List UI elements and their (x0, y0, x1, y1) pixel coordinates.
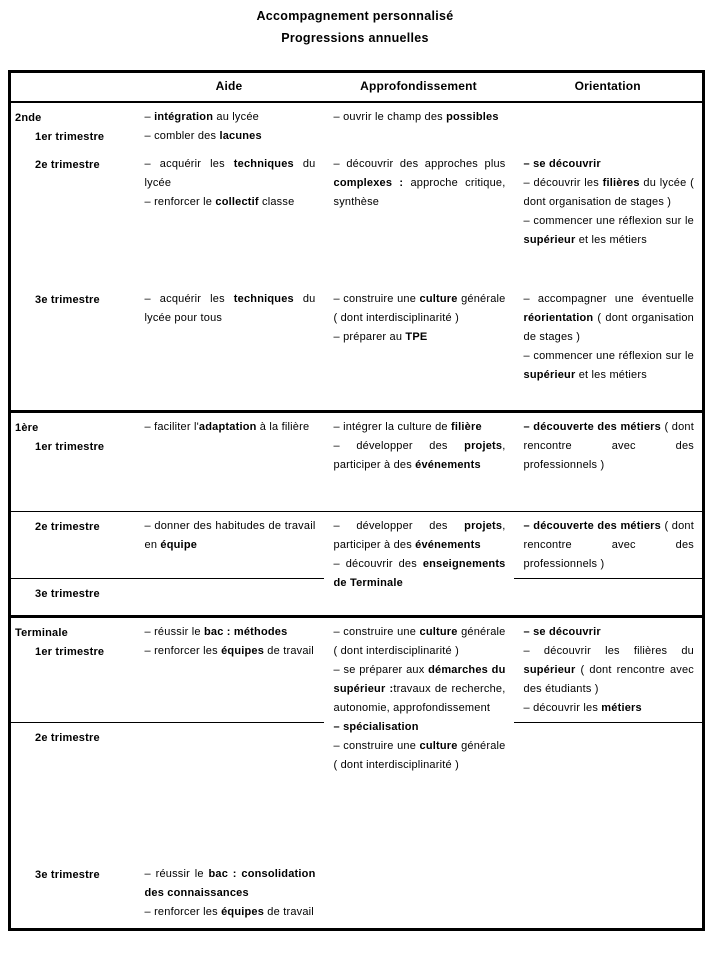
column-header-approfondissement: Approfondissement (324, 72, 514, 102)
column-header-empty (10, 72, 135, 102)
cell-terminale-t1-orientation: – se découvrir – découvrir les filières du supérieur ( dont rencontre avec des étudiants ) – découvrir les métiers (514, 617, 704, 723)
term-label: 2e trimestre (35, 521, 100, 533)
table-header-row (10, 72, 704, 102)
term-label: 1er trimestre (35, 646, 105, 658)
row-terminale-trimestre3 (10, 860, 704, 930)
cell-terminale-t3-orientation (514, 860, 704, 930)
term-label: 2e trimestre (35, 732, 100, 744)
row-label-terminale-t2 (10, 723, 135, 860)
year-label: Terminale (15, 627, 68, 639)
cell-2nde-t1-approfondissement: – ouvrir le champ des possibles (333, 110, 499, 123)
cell-terminale-t1-aide: – réussir le bac : méthodes – renforcer les équipes de travail (135, 617, 324, 723)
cell-1ere-t2-orientation: – découverte des métiers ( dont rencontre avec des professionnels ) (514, 512, 704, 579)
row-1ere-trimestre2 (10, 512, 704, 579)
row-label-2nde-t3 (10, 285, 135, 412)
progression-table (8, 70, 705, 931)
cell-1ere-t2-aide: – donner des habitudes de travail en équipe (135, 512, 324, 579)
cell-1ere-t1-aide: – faciliter l'adaptation à la filière (135, 412, 324, 512)
row-label-1ere-t2 (10, 512, 135, 579)
cell-1ere-t2t3-approfondissement: – développer des projets, participer à des événements – découvrir des enseignements de Terminale (333, 520, 506, 589)
cell-2nde-t2-orientation: – se découvrir – découvrir les filières du lycée ( dont organisation de stages ) – commencer une réflexion sur le supérieur et les métiers (523, 157, 694, 246)
cell-terminale-t2-aide (135, 723, 324, 860)
row-2nde-trimestre2 (10, 150, 704, 285)
row-2nde-trimestre3 (10, 285, 704, 412)
cell-2nde-t1-orientation (514, 102, 704, 150)
row-label-1ere-t1 (10, 412, 135, 512)
term-label: 1er trimestre (35, 130, 105, 143)
title-line-2: Progressions annuelles (281, 31, 429, 45)
cell-2nde-t3-aide: – acquérir les techniques du lycée pour tous (144, 292, 316, 324)
cell-terminale-t3-approfondissement (324, 860, 514, 930)
year-label: 1ère (15, 422, 39, 434)
cell-1ere-t3-orientation (514, 579, 704, 617)
row-label-2nde-t1 (10, 102, 135, 150)
cell-1ere-t3-aide (135, 579, 324, 617)
term-label: 1er trimestre (35, 441, 105, 453)
cell-terminale-t3-aide: – réussir le bac : consolidation des connaissances – renforcer les équipes de travail (144, 867, 316, 918)
row-terminale-trimestre1 (10, 617, 704, 723)
term-label: 3e trimestre (35, 588, 100, 600)
cell-1ere-t1-orientation: – découverte des métiers ( dont rencontre avec des professionnels ) (514, 412, 704, 512)
cell-2nde-t3-orientation: – accompagner une éventuelle réorientation ( dont organisation de stages ) – commencer une réflexion sur le supérieur et les métiers (523, 292, 694, 381)
column-header-aide: Aide (135, 72, 324, 102)
cell-terminale-t1t2-approfondissement: – construire une culture générale ( dont interdisciplinarité ) – se préparer aux démarches du supérieur :travaux de recherche, autonomie, approfondissement – spécialisation – construire une culture générale ( dont interdisciplinarité ) (324, 617, 514, 860)
row-1ere-trimestre1 (10, 412, 704, 512)
term-label: 2e trimestre (35, 158, 100, 171)
cell-2nde-t2-aide: – acquérir les techniques du lycée – renforcer le collectif classe (144, 157, 316, 208)
row-label-2nde-t2 (10, 150, 135, 285)
row-label-terminale-t3 (10, 860, 135, 930)
cell-terminale-t2-orientation (514, 723, 704, 860)
cell-2nde-t3-approfondissement: – construire une culture générale ( dont interdisciplinarité ) – préparer au TPE (333, 292, 506, 343)
document-title (0, 0, 710, 49)
column-header-orientation: Orientation (514, 72, 704, 102)
row-2nde-trimestre1 (10, 102, 704, 150)
year-label: 2nde (15, 111, 42, 124)
cell-2nde-t2-approfondissement: – découvrir des approches plus complexes : approche critique, synthèse (333, 157, 506, 208)
term-label: 3e trimestre (35, 293, 100, 306)
cell-1ere-t1-approfondissement: – intégrer la culture de filière – développer des projets, participer à des événements (324, 412, 514, 512)
row-label-1ere-t3 (10, 579, 135, 617)
term-label: 3e trimestre (35, 868, 100, 881)
title-line-1: Accompagnement personnalisé (256, 9, 454, 23)
row-label-terminale-t1 (10, 617, 135, 723)
cell-2nde-t1-aide: – intégration au lycée – combler des lacunes (144, 110, 262, 142)
